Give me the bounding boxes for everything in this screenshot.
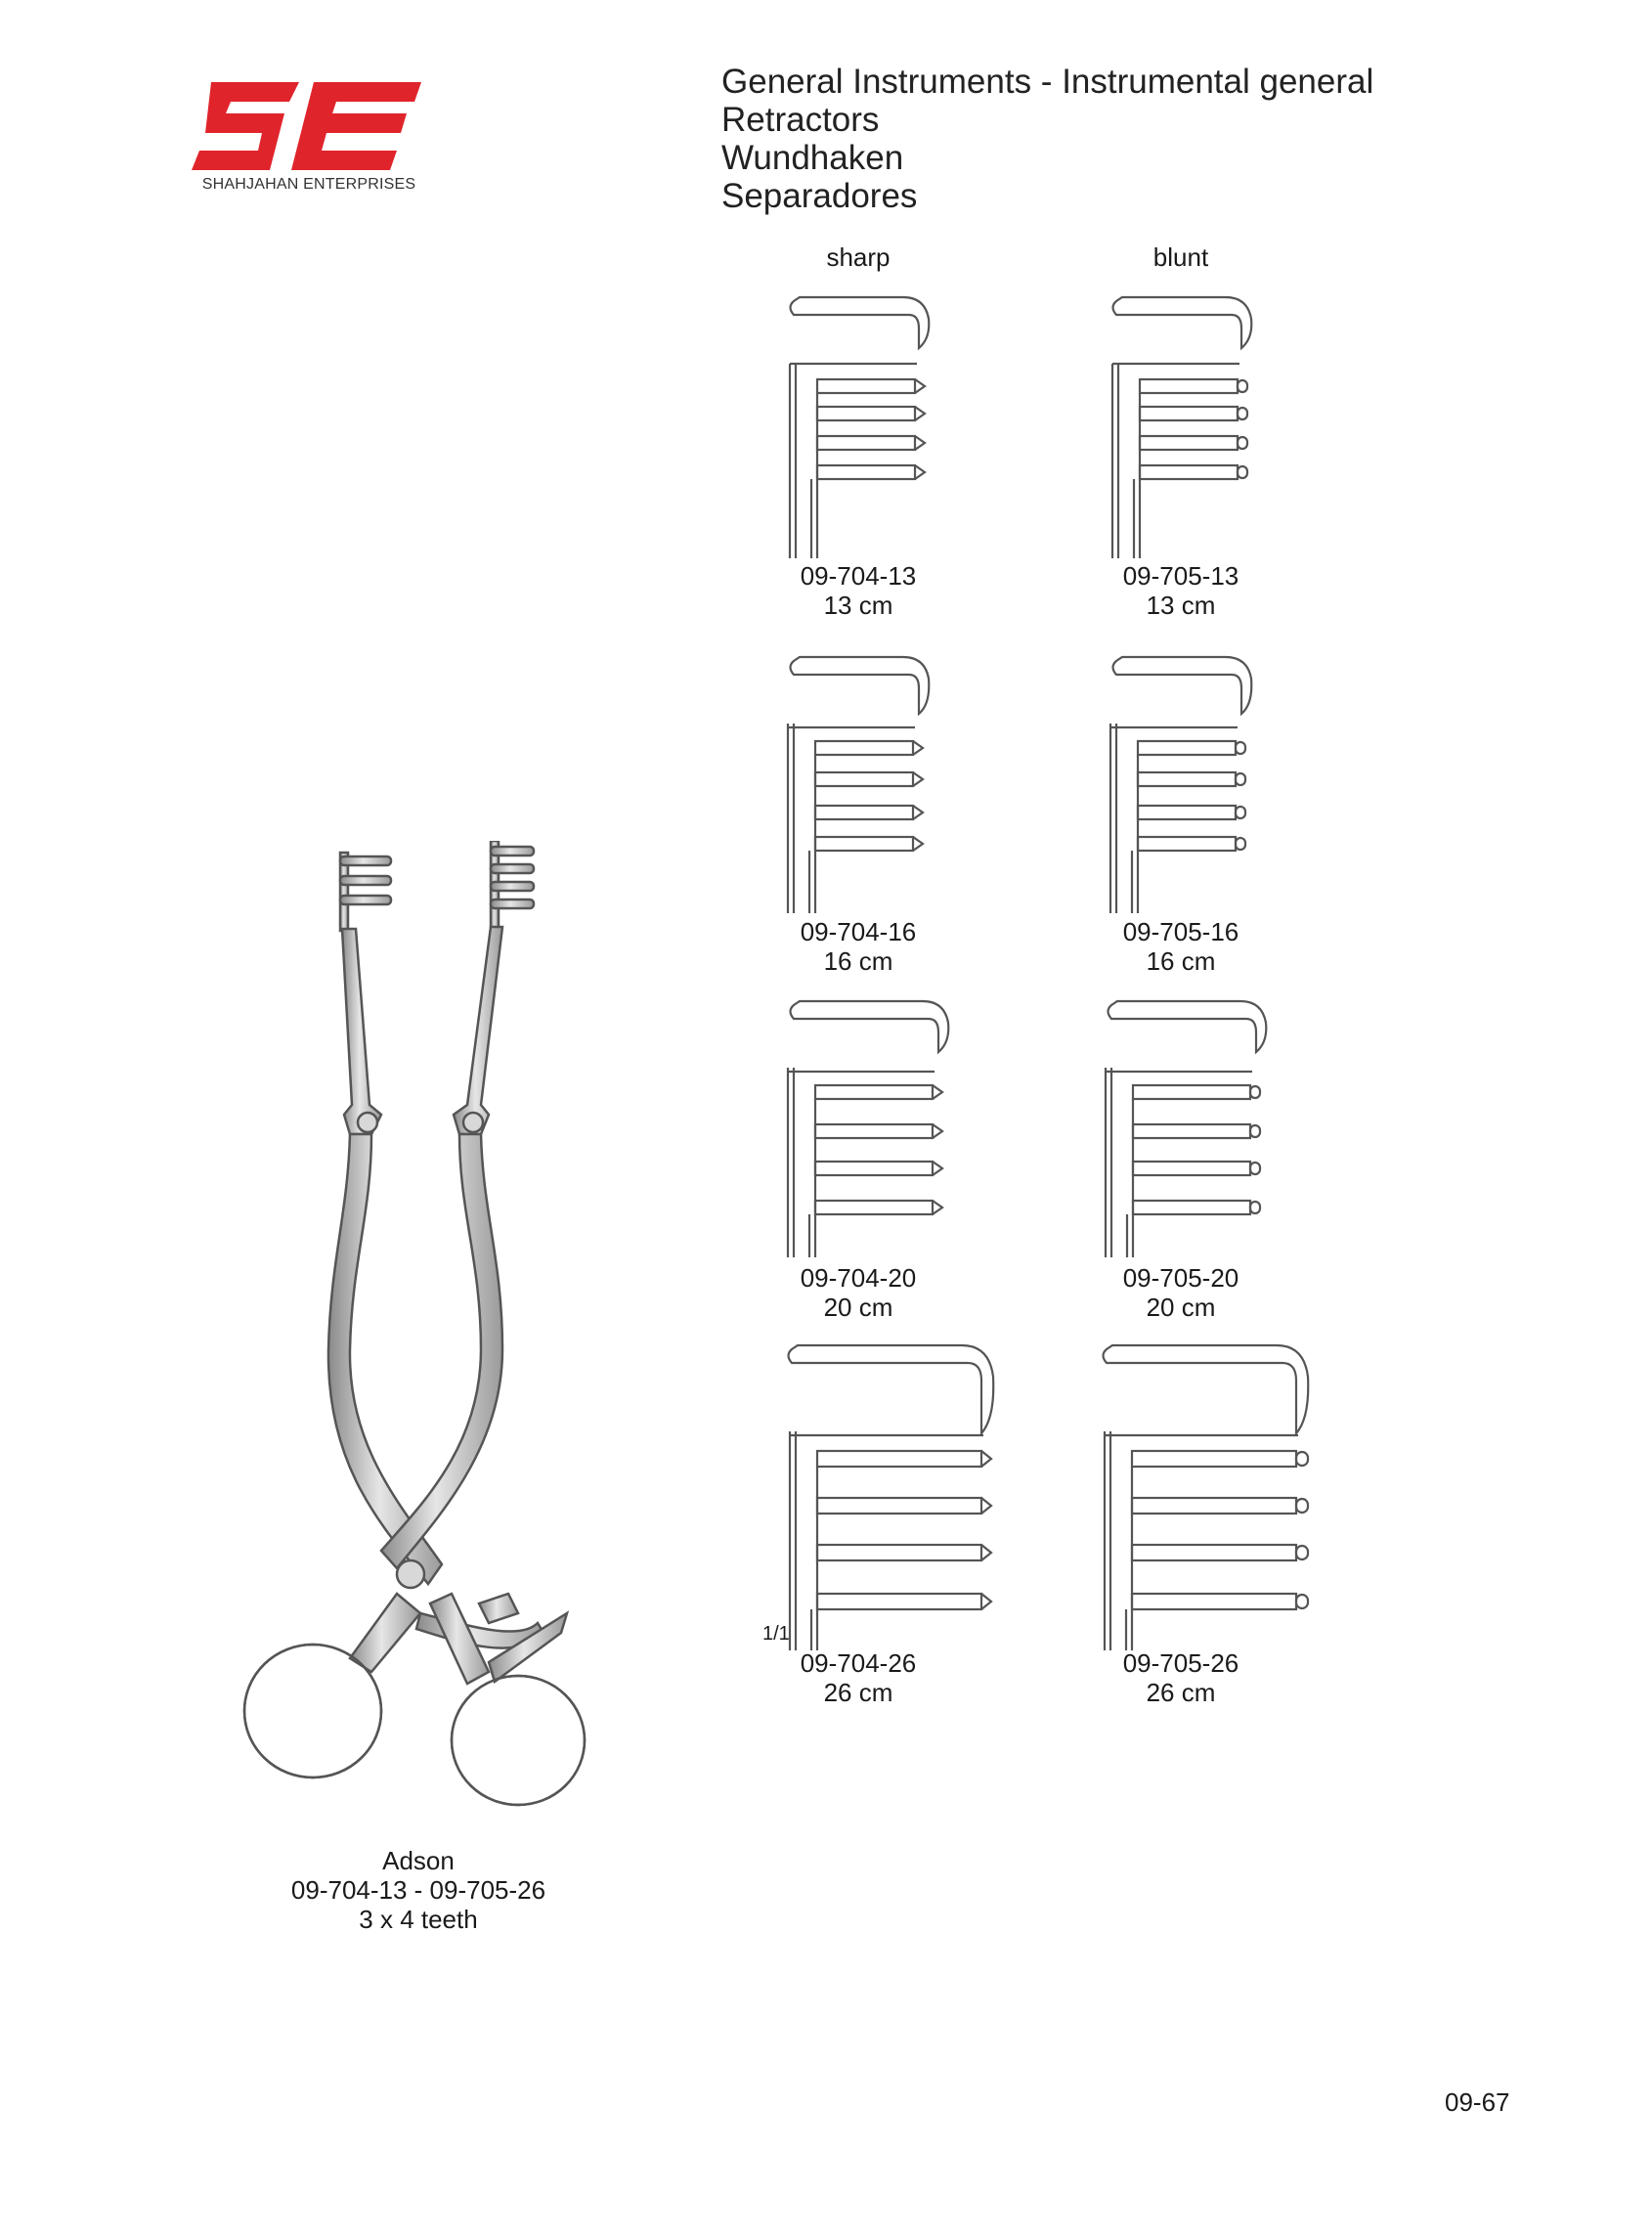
column-label-blunt: blunt	[1152, 242, 1209, 272]
header-spanish: Separadores	[721, 177, 918, 215]
header-english: Retractors	[721, 101, 880, 139]
blade-drawing-sharp-16	[782, 649, 938, 913]
column-label-sharp: sharp	[826, 242, 891, 272]
blade-drawing-blunt-26	[1097, 1338, 1322, 1650]
item-label	[1064, 917, 1298, 976]
page-number: 09-67	[1445, 2087, 1510, 2117]
item-code: 09-705-16	[1122, 917, 1239, 946]
item-size: 26 cm	[1146, 1678, 1216, 1707]
item-label	[1064, 1263, 1298, 1322]
blade-drawing-sharp-20	[782, 993, 958, 1257]
blade-drawing-blunt-13	[1105, 289, 1261, 558]
item-code: 09-704-26	[800, 1648, 917, 1678]
adson-caption	[262, 1846, 575, 1934]
item-code: 09-704-13	[800, 561, 917, 591]
item-label	[1064, 561, 1298, 620]
blade-drawing-blunt-20	[1100, 993, 1276, 1257]
item-code: 09-705-26	[1122, 1648, 1239, 1678]
item-code: 09-705-20	[1122, 1263, 1239, 1293]
item-size: 16 cm	[823, 946, 893, 976]
adson-retractor-illustration	[225, 841, 596, 1858]
item-size: 13 cm	[823, 591, 893, 620]
header-german: Wundhaken	[721, 139, 904, 177]
blade-drawing-sharp-13	[782, 289, 938, 558]
page-header	[721, 63, 1373, 215]
item-size: 26 cm	[823, 1678, 893, 1707]
item-label	[741, 1648, 976, 1707]
instrument-teeth: 3 x 4 teeth	[359, 1905, 478, 1934]
item-label	[1064, 1648, 1298, 1707]
item-code: 09-705-13	[1122, 561, 1239, 591]
item-label	[741, 917, 976, 976]
item-size: 20 cm	[823, 1293, 893, 1322]
instrument-name: Adson	[382, 1846, 455, 1875]
blade-drawing-blunt-16	[1105, 649, 1261, 913]
company-name: SHAHJAHAN ENTERPRISES	[201, 176, 416, 193]
item-label	[741, 1263, 976, 1322]
blade-drawing-sharp-26	[782, 1338, 1007, 1650]
item-size: 20 cm	[1146, 1293, 1216, 1322]
item-label	[741, 561, 976, 620]
item-code: 09-704-20	[800, 1263, 917, 1293]
scale-indicator: 1/1	[762, 1623, 790, 1645]
item-size: 16 cm	[1146, 946, 1216, 976]
item-size: 13 cm	[1146, 591, 1216, 620]
instrument-code-range: 09-704-13 - 09-705-26	[290, 1875, 546, 1905]
header-title: General Instruments - Instrumental general	[721, 63, 1374, 101]
item-code: 09-704-16	[800, 917, 917, 946]
